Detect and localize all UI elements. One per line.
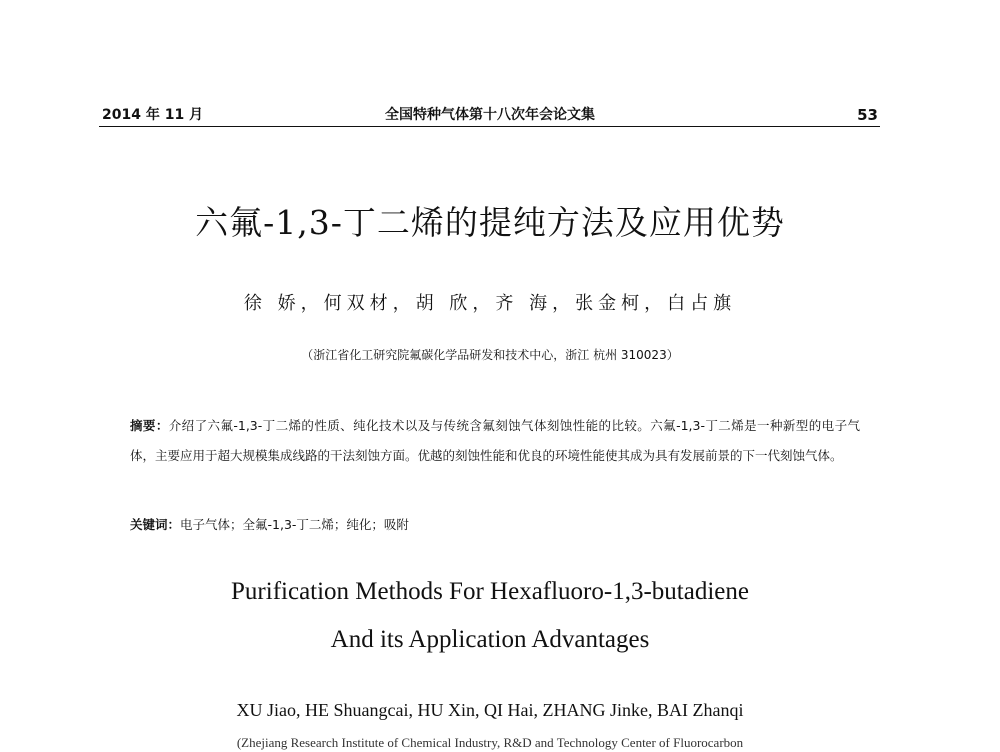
chinese-affiliation: （浙江省化工研究院氟碳化学品研发和技术中心，浙江 杭州 310023）	[301, 348, 679, 362]
english-title	[100, 568, 880, 664]
chinese-title: 六氟-1,3-丁二烯的提纯方法及应用优势	[195, 203, 785, 242]
chinese-keywords	[130, 510, 860, 540]
header-divider	[99, 126, 880, 127]
running-header	[100, 104, 880, 126]
header-proceedings-title: 全国特种气体第十八次年会论文集	[385, 107, 595, 123]
abstract-label: 摘要：	[130, 418, 169, 433]
abstract-text: 介绍了六氟-1,3-丁二烯的性质、纯化技术以及与传统含氟刻蚀气体刻蚀性能的比较。六氟-1,3-丁二烯是一种新型的电子气体，主要应用于超大规模集成线路的干法刻蚀方面。优越的刻蚀性能和优良的环境性能使其成为具有发展前景的下一代刻蚀气体。	[130, 418, 860, 463]
keywords-label: 关键词：	[130, 517, 181, 532]
keywords-text: 电子气体；全氟-1,3-丁二烯；纯化；吸附	[180, 517, 409, 532]
english-title-line-2: And its Application Advantages	[330, 626, 650, 653]
english-title-line-1: Purification Methods For Hexafluoro-1,3-butadiene	[231, 578, 749, 605]
english-authors: XU Jiao, HE Shuangcai, HU Xin, QI Hai, ZHANG Jinke, BAI Zhanqi	[236, 700, 744, 720]
chinese-abstract	[130, 411, 860, 471]
chinese-authors: 徐 娇，何双材，胡 欣，齐 海，张金柯，白占旗	[243, 293, 737, 314]
header-date: 2014 年 11 月	[102, 107, 204, 123]
page-number: 53	[857, 106, 878, 124]
english-affiliation: (Zhejiang Research Institute of Chemical Industry, R&D and Technology Center of Fluorocarbon	[236, 735, 744, 750]
